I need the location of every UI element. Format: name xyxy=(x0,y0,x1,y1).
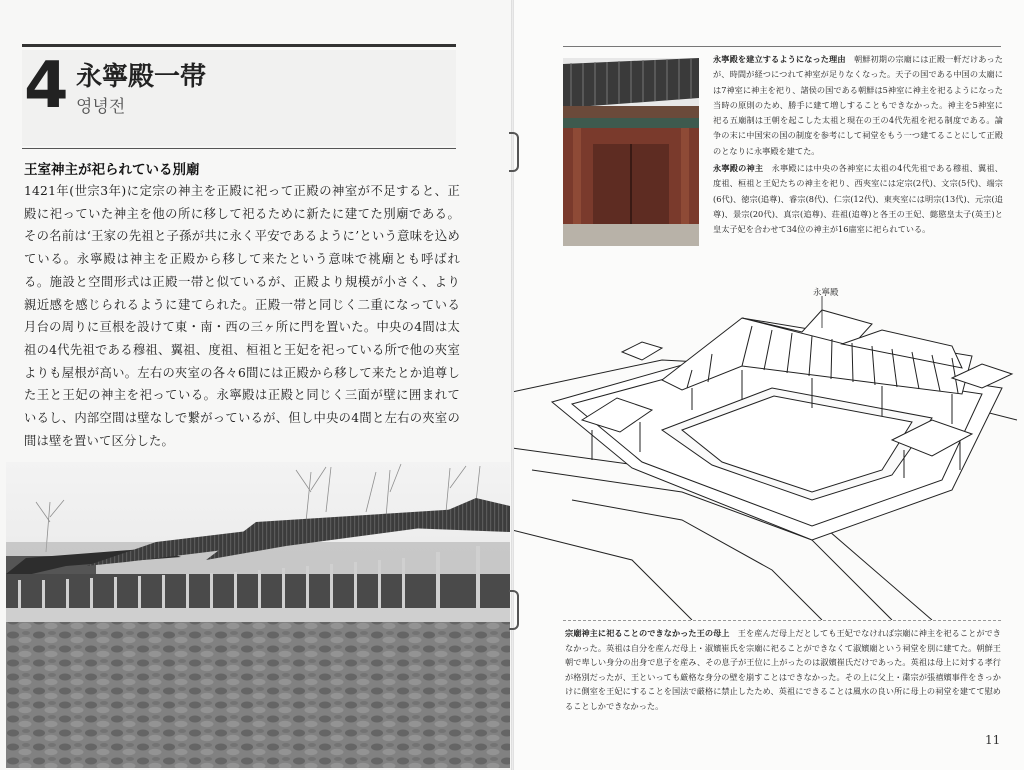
chapter-title: 永寧殿一帯 xyxy=(76,62,207,92)
reason-heading: 永寧殿を建立するようになった理由 xyxy=(713,54,846,64)
chapter-number: 4 xyxy=(24,49,69,123)
staple-top xyxy=(509,132,519,172)
gods-heading: 永寧殿の神主 xyxy=(713,163,764,174)
header-divider xyxy=(22,148,456,149)
yeongnyeongjeon-layout-diagram xyxy=(512,270,1022,620)
spine-fold xyxy=(511,0,514,770)
diagram-label: 永寧殿 xyxy=(813,288,839,298)
note-text: 王を産んだ母上だとしても王妃でなければ宗廟に神主を祀ることができなかった。英祖は自分を産んだ母上・淑嬪崔氏を宗廟に祀ることができなくて淑嬪廟という祠堂を別に建てた。朝鮮王朝で卑しい身分の出身で息子を産み、その息子が王位に上がったのは淑嬪崔氏だけであった。英祖は母上に対する孝行が格別だったが、王といっても厳格な身分の壁を崩すことはできなかった。その上に父上・粛宗が張禧嬪事件をきっかけに側室を王妃にすることを国法で厳格に禁止したため、英祖にできることは風水の良い所に母上の祠堂を建てて慰めることしかできなかった。 xyxy=(565,628,1001,711)
yeongnyeongjeon-photo xyxy=(6,462,510,768)
right-info-text xyxy=(713,52,1003,240)
chapter-korean-title: 영녕전 xyxy=(76,97,126,117)
reason-text: 朝鮮初期の宗廟には正殿一軒だけあったが、時間が経つにつれて神室が足りなくなった。天子の国である中国の太廟には7神室に神主を祀り、諸侯の国である朝鮮は5神室に神主を祀るようになった当時の原則のため、勝手に建て増しすることもできなかった。神主を5神室に祀る五廟制は王朝を起こした太祖と現在の王の4代先祖を祀る制度である。論争の末に中国宋の国の制度を参考にして祠堂をもう一つ建てることにして正殿のとなりに永寧殿を建てた。 xyxy=(713,54,1003,156)
note-divider xyxy=(563,620,1001,622)
right-top-rule xyxy=(563,46,1001,47)
shrine-door-photo xyxy=(563,58,699,246)
page-number: 11 xyxy=(985,733,1001,747)
staple-bottom xyxy=(509,590,519,630)
section-heading: 王室神主が祀られている別廟 xyxy=(24,162,200,178)
sidebar-note xyxy=(565,626,1001,714)
top-rule xyxy=(22,44,456,47)
note-heading: 宗廟神主に祀ることのできなかった王の母上 xyxy=(565,628,730,638)
body-text: 1421年(世宗3年)に定宗の神主を正殿に祀って正殿の神室が不足すると、正殿に祀っていた神主を他の所に移して祀るために新たに建てた別廟である。その名前は‘王家の先祖と子孫が共に永く平安であるように’という意味を込めている。永寧殿は神主を正殿から移して来たという意味で祧廟とも呼ばれる。施設と空間形式は正殿一帯と似ているが、正殿より規模が小さく、より親近感を感じられるように建てられた。正殿一帯と同じく二重になっている月台の周りに亘根を設けて東・南・西の三ヶ所に門を置いた。中央の4間は太祖の4代先祖である穆祖、翼祖、度祖、桓祖と王妃を祀っている所で他の夾室よりも屋根が高い。左右の夾室の各々6間には正殿から移して来たとか追尊した王と王妃の神主を祀っている。永寧殿は正殿と同じく三面が壁に囲まれているし、内部空間は壁なしで繋がっているが、但し中央の4間と左右の夾室の間は壁を置いて区分した。 xyxy=(24,184,460,448)
gods-text: 永寧殿には中央の各神室に太祖の4代先祖である穆祖、翼祖、度祖、桓祖と王妃たちの神主を祀り、西夾室には定宗(2代)、文宗(5代)、端宗(6代)、徳宗(追尊)、睿宗(8代)、仁宗(12代)、東夾室には明宗(13代)、元宗(追尊)、景宗(20代)、真宗(追尊)、荘祖(追尊)と各王の王妃、懿愍皇太子(英王)と皇太子妃を合わせて34位の神主が16庿室に祀られている。 xyxy=(713,163,1003,235)
